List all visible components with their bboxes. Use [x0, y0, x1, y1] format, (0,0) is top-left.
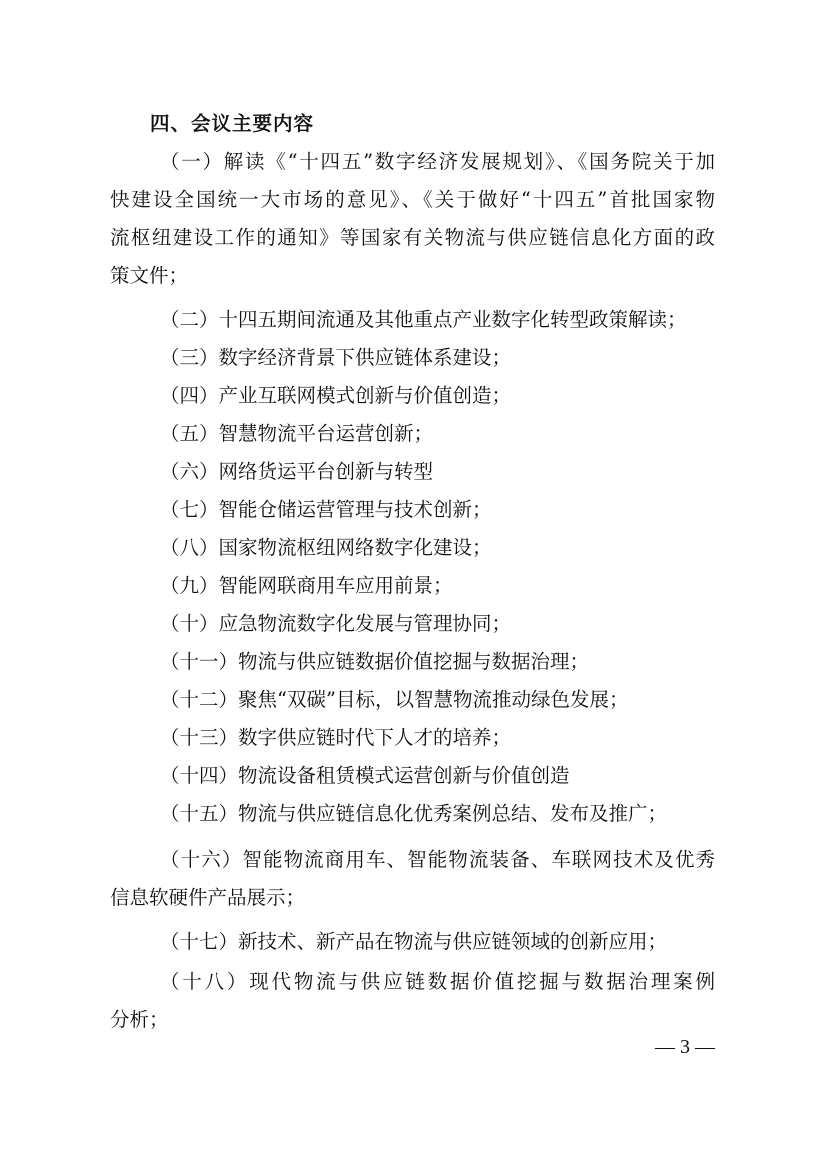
list-item-5: （五）智慧物流平台运营创新； [160, 422, 434, 445]
list-item-17: （十七）新技术、新产品在物流与供应链领域的创新应用； [160, 930, 668, 953]
list-item-4: （四）产业互联网模式创新与价值创造； [160, 384, 512, 407]
list-item-13: （十三）数字供应链时代下人才的培养； [160, 726, 512, 749]
list-item-14: （十四）物流设备租赁模式运营创新与价值创造 [160, 764, 570, 787]
item-16-line-2: 信息软硬件产品展示； [110, 886, 306, 909]
item-1-line-4: 策文件； [110, 264, 189, 287]
item-1-line-2: 快建设全国统一大市场的意见》、《关于做好“十四五”首批国家物 [110, 188, 715, 211]
list-item-9: （九）智能网联商用车应用前景； [160, 574, 453, 597]
item-16-line-1: （十六）智能物流商用车、智能物流装备、车联网技术及优秀 [160, 848, 715, 871]
item-18-line-1: （十八）现代物流与供应链数据价值挖掘与数据治理案例 [160, 970, 715, 993]
list-item-12: （十二）聚焦“双碳”目标，以智慧物流推动绿色发展； [160, 688, 629, 711]
section-heading: 四、会议主要内容 [150, 112, 315, 135]
list-item-10: （十）应急物流数字化发展与管理协同； [160, 612, 512, 635]
list-item-6: （六）网络货运平台创新与转型 [160, 460, 434, 483]
item-1-line-1: （一）解读《“十四五”数字经济发展规划》、《国务院关于加 [160, 150, 715, 173]
list-item-7: （七）智能仓储运营管理与技术创新； [160, 498, 492, 521]
list-item-8: （八）国家物流枢纽网络数字化建设； [160, 536, 492, 559]
list-item-11: （十一）物流与供应链数据价值挖掘与数据治理； [160, 650, 590, 673]
list-item-3: （三）数字经济背景下供应链体系建设； [160, 346, 512, 369]
list-item-15: （十五）物流与供应链信息化优秀案例总结、发布及推广； [160, 802, 668, 825]
item-1-line-3: 流枢纽建设工作的通知》等国家有关物流与供应链信息化方面的政 [110, 226, 715, 249]
item-18-line-2: 分析； [110, 1008, 169, 1031]
list-item-2: （二）十四五期间流通及其他重点产业数字化转型政策解读； [160, 308, 687, 331]
page-number: — 3 — [655, 1036, 715, 1058]
